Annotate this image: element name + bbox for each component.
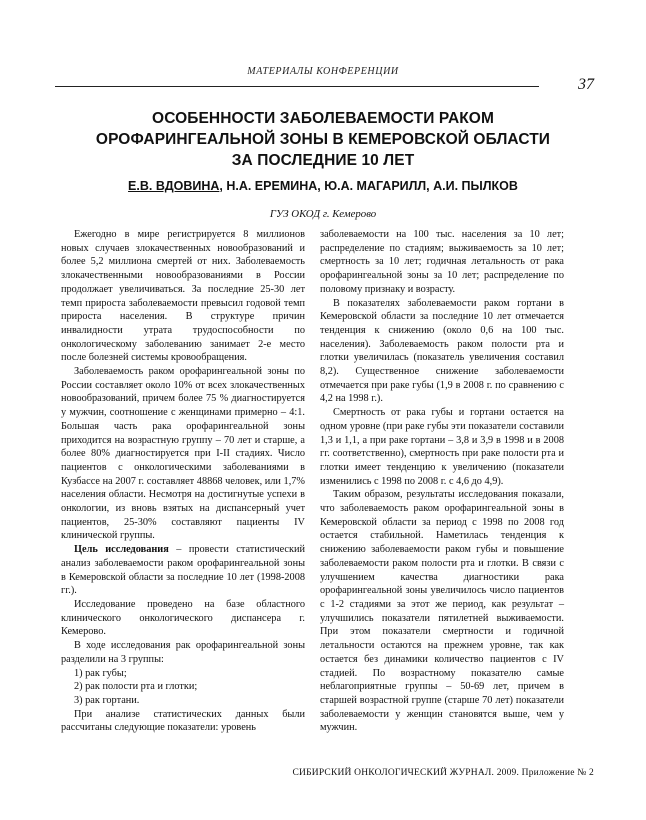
list-item: 3) рак гортани. xyxy=(74,694,140,706)
affiliation: ГУЗ ОКОД г. Кемерово xyxy=(269,208,377,220)
paragraph: заболеваемости на 100 тыс. населения за 10 лет; распределение по стадиям; выживаемость за 10 лет; смертность за 10 лет; годичная летальность от рака орофарингеальной зоны за 10 лет; распределение по половому признаку и возрасту. xyxy=(320,229,564,295)
aim-text: – провести статистический анализ заболеваемости раком орофарингеальной зоны в Кемеровской области за последние 10 лет (1998-2008 гг.). xyxy=(61,544,305,597)
left-column xyxy=(61,228,305,735)
title-line: ОСОБЕННОСТИ ЗАБОЛЕВАЕМОСТИ РАКОМ xyxy=(152,110,494,127)
paragraph: В показателях заболеваемости раком гортани в Кемеровской области за последние 10 лет отмечается тенденция к снижению (около 0,6 на 100 тыс. населения). Заболеваемость раком полости рта и глотки увеличилась (показатель увеличения составил 8,2). Существенное снижение заболеваемости отмечается при раке губы (1,9 в 2008 г. по сравнению с 4,2 на 1998 г.). xyxy=(320,297,564,405)
paragraph: Таким образом, результаты исследования показали, что заболеваемость раком орофарингеальной зоны в Кемеровской области за период с 1998 по 2008 год остается стабильной. Наметилась тенденция к снижению заболеваемости раком губы и повышение заболеваемости раком полости рта и глотки. В связи с улучшением качества диагностики рака орофарингеальной зоны увеличилось число пациентов с 1-2 стадиями за этот же период, как результат – улучшились показатели пятилетней выживаемости. При этом показатели смертности и годичной летальности остаются на прежнем уровне, так как остается без динамики количество пациентов с IV стадией. По возрастному показателю самые неблагоприятные группы – 50-69 лет, причем в старшей возрастной группе (старше 70 лет) показатели заболеваемости у женщин становятся выше, чем у мужчин. xyxy=(320,489,564,734)
article-title xyxy=(50,108,596,171)
paragraph: Ежегодно в мире регистрируется 8 миллионов новых случаев злокачественных новообразований и более 5,2 миллиона смертей от них. Заболеваемость злокачественными новообразованиями в России продолжает увеличиваться. За последние 25-30 лет темп прироста заболеваемости превысил годовой темп прироста населения. В структуре причин инвалидности утрата трудоспособности по онкологическому заболеванию занимает 2-е место после болезней системы кровообращения. xyxy=(61,229,305,364)
page-number: 37 xyxy=(578,76,594,93)
title-line: ЗА ПОСЛЕДНИЕ 10 ЛЕТ xyxy=(231,152,415,169)
list-item: 1) рак губы; xyxy=(74,667,127,679)
list-item: 2) рак полости рта и глотки; xyxy=(74,681,198,693)
paragraph: Смертность от рака губы и гортани остается на одном уровне (при раке губы эти показатели составили 1,3 и 1,1, а при раке гортани – 3,8 и 3,9 в 1998 и в 2008 гг. соответственно), смертность при раке полости рта и глотки имеет тенденцию к увеличению (показатели изменились с 1998 по 2008 г. с 4,6 до 4,9). xyxy=(320,407,564,487)
journal-footer: СИБИРСКИЙ ОНКОЛОГИЧЕСКИЙ ЖУРНАЛ. 2009. Приложение № 2 xyxy=(292,768,594,778)
authors xyxy=(40,179,606,193)
right-column xyxy=(320,228,564,735)
paragraph: Исследование проведено на базе областного клинического онкологического диспансера г. Кемерово. xyxy=(61,598,305,638)
running-head: МАТЕРИАЛЫ КОНФЕРЕНЦИИ xyxy=(247,66,399,77)
title-line: ОРОФАРИНГЕАЛЬНОЙ ЗОНЫ В КЕМЕРОВСКОЙ ОБЛАСТИ xyxy=(95,131,551,148)
paragraph: Заболеваемость раком орофарингеальной зоны по России составляет около 10% от всех злокачественных новообразований, причем более 75 % диагностируется у мужчин, соотношение с женщинами примерно – 4:1. Большая часть рака орофарингеальной зоны приходится на возрастную группу – 70 лет и старше, а более 80% диагностируется при I-II стадиях. Число пациентов с онкологическими заболеваниями в Кузбассе на 2007 г. составляет 48868 человек, или 1,7% населения области. Несмотря на достигнутые успехи в онкологии, из вновь взятых на диспансерный учет пациентов, 25-30% составляют пациенты IV клинической группы. xyxy=(61,366,305,542)
paragraph: При анализе статистических данных были рассчитаны следующие показатели: уровень xyxy=(61,708,305,734)
paragraph xyxy=(61,543,305,598)
corresponding-author: Е.В. ВДОВИНА xyxy=(128,179,220,193)
aim-label: Цель исследования xyxy=(74,544,169,556)
paragraph: В ходе исследования рак орофарингеальной зоны разделили на 3 группы: xyxy=(61,640,305,665)
header-rule xyxy=(55,86,539,87)
co-authors: , Н.А. ЕРЕМИНА, Ю.А. МАГАРИЛЛ, А.И. ПЫЛКОВ xyxy=(219,179,518,193)
